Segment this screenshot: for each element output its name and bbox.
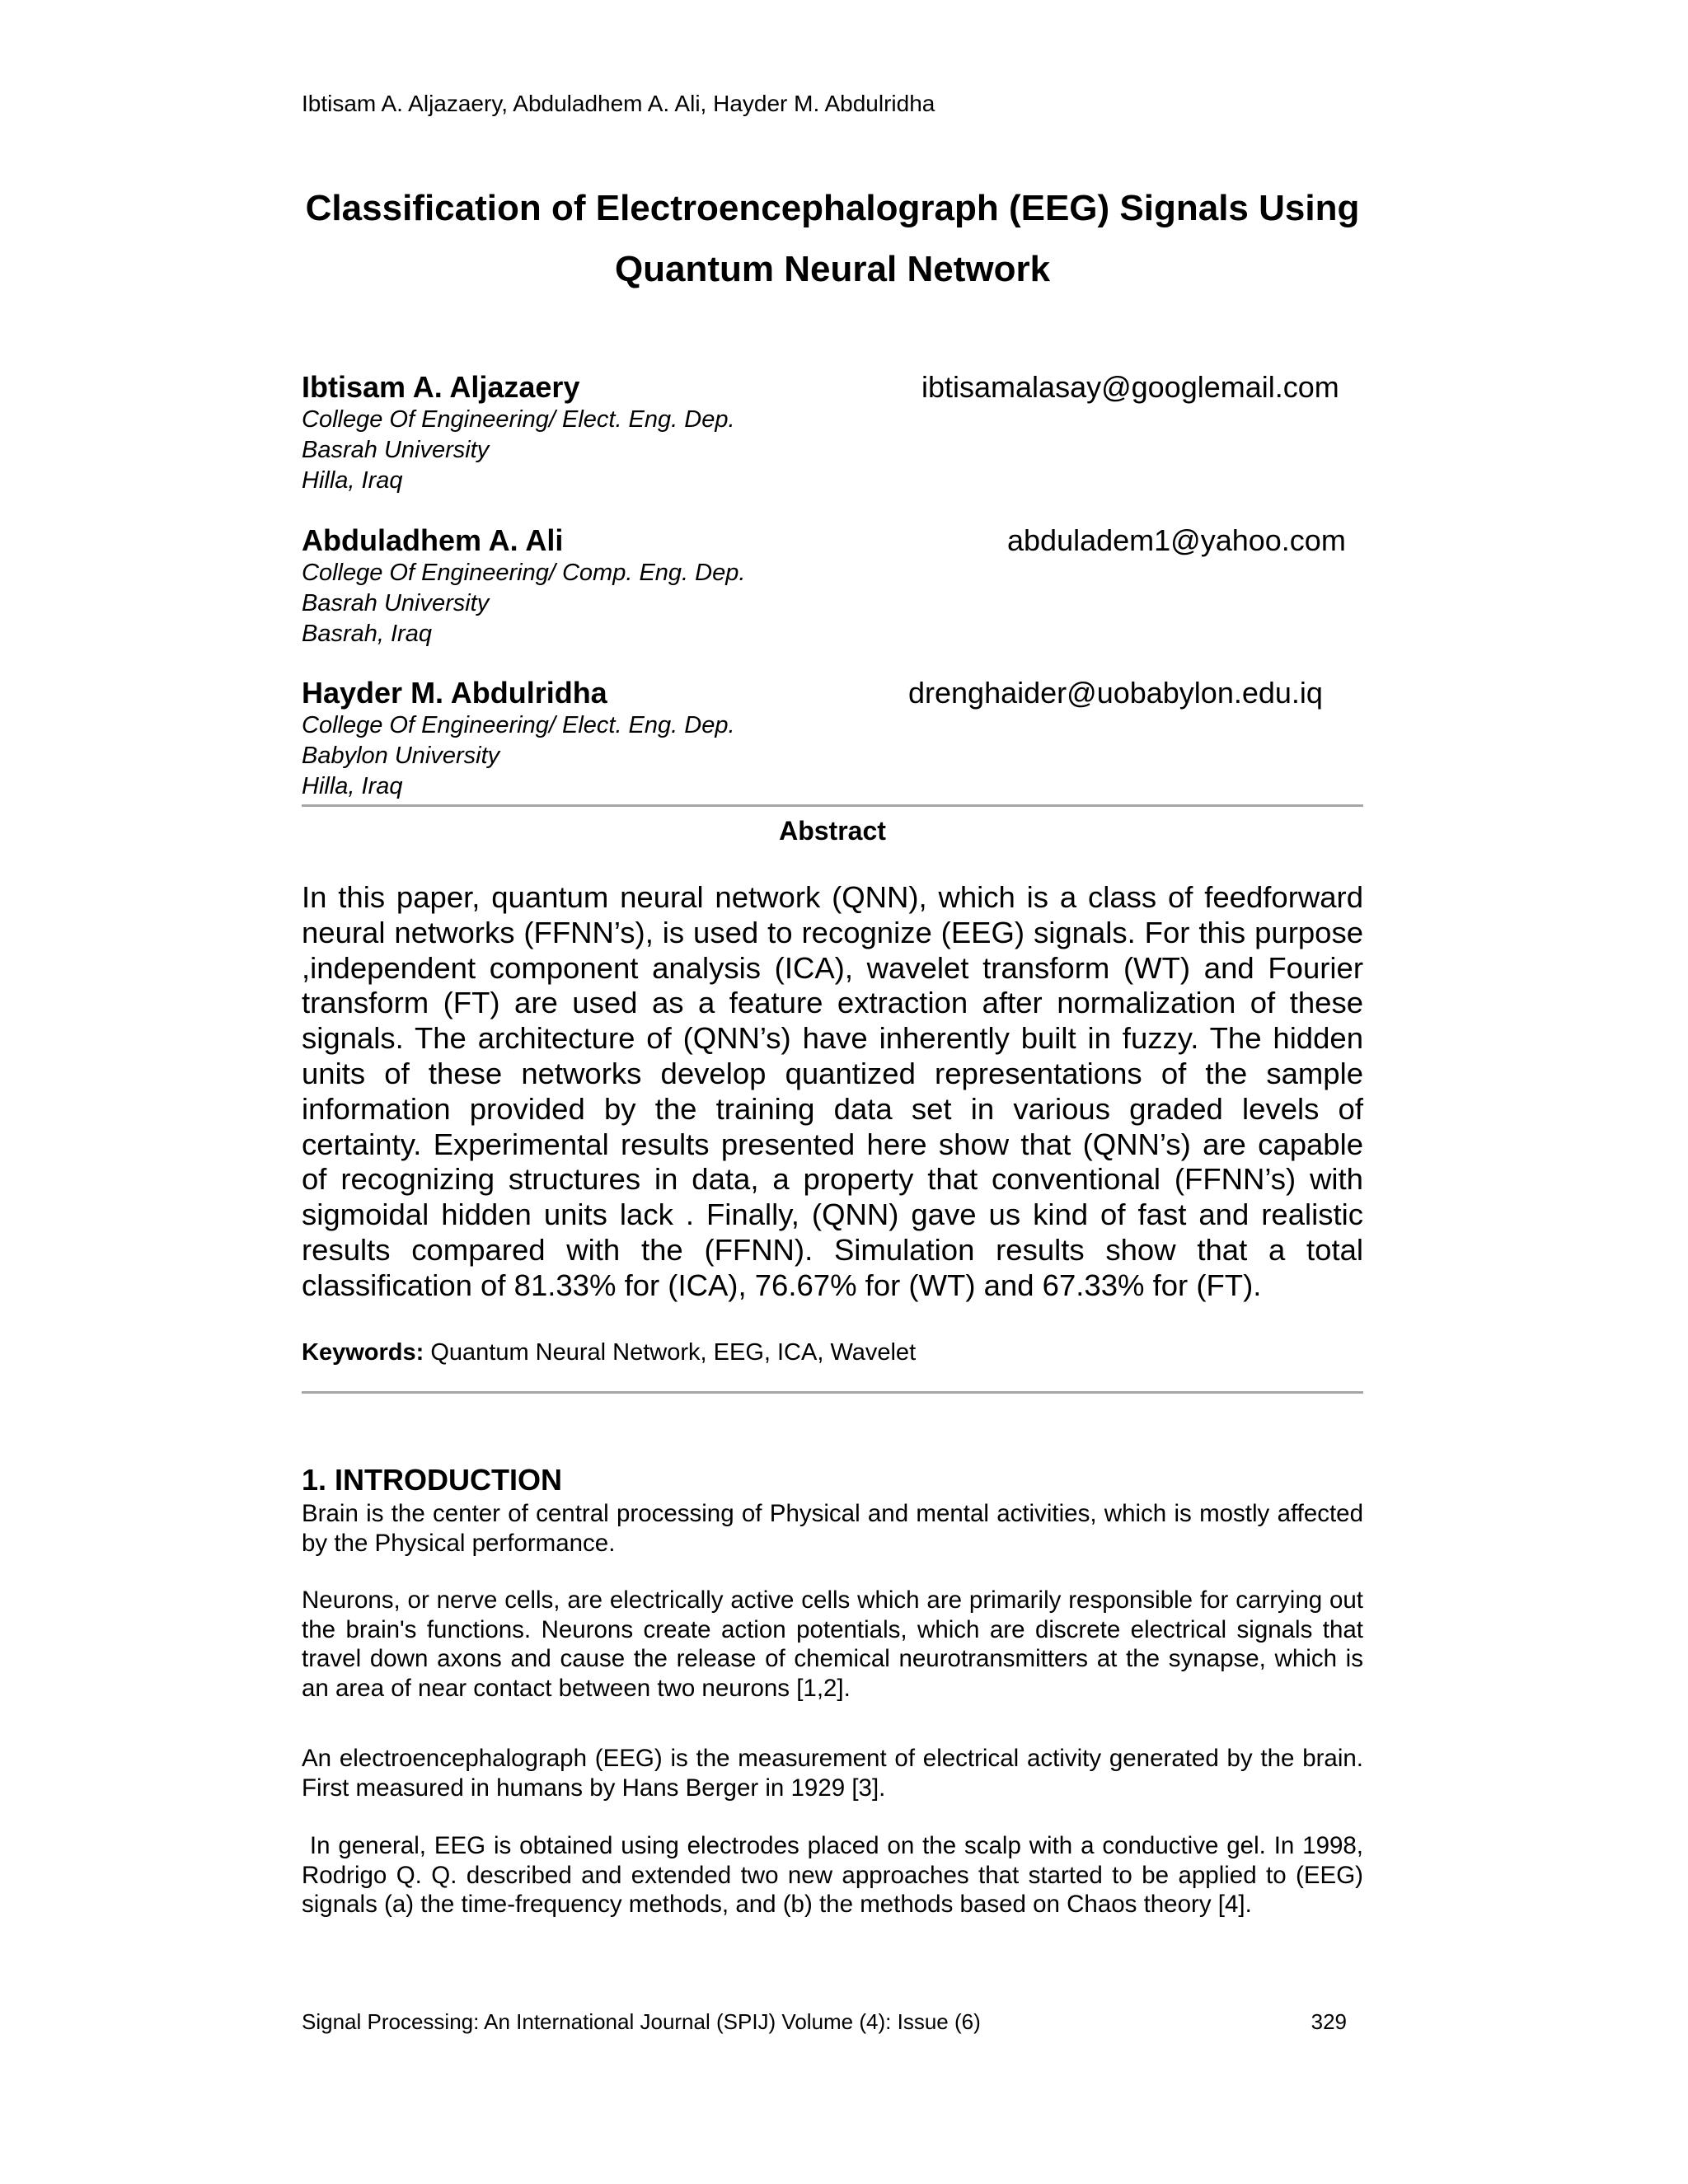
- author-1-name: Ibtisam A. Aljazaery: [302, 370, 580, 404]
- title-line-2: Quantum Neural Network: [614, 249, 1051, 289]
- author-3-affiliation-university: Babylon University: [302, 743, 500, 769]
- author-2-affiliation-university: Basrah University: [302, 590, 490, 616]
- author-3-affiliation-location: Hilla, Iraq: [302, 773, 403, 799]
- author-2-affiliation-dept: College Of Engineering/ Comp. Eng. Dep.: [302, 560, 746, 586]
- author-2-name: Abduladhem A. Ali: [302, 523, 564, 557]
- author-1-affiliation-dept: College Of Engineering/ Elect. Eng. Dep.: [302, 406, 735, 433]
- title-line-1: Classification of Electroencephalograph (EEG) Signals Using: [305, 188, 1360, 228]
- running-head: Ibtisam A. Aljazaery, Abduladhem A. Ali, Hayder M. Abdulridha: [302, 91, 935, 116]
- abstract-bottom-rule: [302, 1391, 1363, 1394]
- abstract-heading: Abstract: [779, 816, 886, 846]
- author-3-name: Hayder M. Abdulridha: [302, 676, 607, 710]
- introduction-paragraph-2: Neurons, or nerve cells, are electrically active cells which are primarily responsible for carrying out the brain's functions. Neurons create action potentials, which are discrete electrical signals that travel down axons and cause the release of chemical neurotransmitters at the synapse, which is an area of near contact between two neurons [1,2].: [302, 1586, 1363, 1702]
- author-1-email[interactable]: ibtisamalasay@googlemail.com: [921, 370, 1339, 404]
- author-1-affiliation-location: Hilla, Iraq: [302, 467, 403, 494]
- footer-journal: Signal Processing: An International Journal (SPIJ) Volume (4): Issue (6): [302, 2009, 981, 2034]
- author-2-affiliation-location: Basrah, Iraq: [302, 621, 432, 647]
- footer-page-number: 329: [1311, 2009, 1347, 2034]
- introduction-paragraph-4: In general, EEG is obtained using electrodes placed on the scalp with a conductive gel. In 1998, Rodrigo Q. Q. described and extended two new approaches that started to be applied to (EEG) signals (a) the time-frequency methods, and (b) the methods based on Chaos theory [4].: [302, 1832, 1371, 1918]
- introduction-paragraph-1: Brain is the center of central processing of Physical and mental activities, which is mostly affected by the Physical performance.: [302, 1500, 1363, 1557]
- introduction-heading: 1. INTRODUCTION: [302, 1463, 563, 1497]
- abstract-body: In this paper, quantum neural network (QNN), which is a class of feedforward neural networks (FFNN’s), is used to recognize (EEG) signals. For this purpose ,independent component analysis (ICA), wavelet transform (WT) and Fourier transform (FT) are used as a feature extraction after normalization of these signals. The architecture of (QNN’s) have inherently built in fuzzy. The hidden units of these networks develop quantized representations of the sample information provided by the training data set in various graded levels of certainty. Experimental results presented here show that (QNN’s) are capable of recognizing structures in data, a property that conventional (FFNN’s) with sigmoidal hidden units lack . Finally, (QNN) gave us kind of fast and realistic results compared with the (FFNN). Simulation results show that a total classification of 81.33% for (ICA), 76.67% for (WT) and 67.33% for (FT).: [302, 880, 1363, 1302]
- keywords-text: Quantum Neural Network, EEG, ICA, Wavelet: [430, 1339, 917, 1366]
- abstract-top-rule: [302, 804, 1363, 807]
- author-1-affiliation-university: Basrah University: [302, 437, 490, 463]
- keywords: [302, 1337, 916, 1368]
- introduction-paragraph-3: An electroencephalograph (EEG) is the measurement of electrical activity generated by the brain. First measured in humans by Hans Berger in 1929 [3].: [302, 1745, 1363, 1802]
- author-3-email[interactable]: drenghaider@uobabylon.edu.iq: [908, 676, 1323, 710]
- keywords-label: Keywords:: [302, 1339, 424, 1366]
- paper-title: [247, 178, 1418, 300]
- author-3-affiliation-dept: College Of Engineering/ Elect. Eng. Dep.: [302, 712, 735, 738]
- author-2-email[interactable]: abduladem1@yahoo.com: [1007, 523, 1346, 557]
